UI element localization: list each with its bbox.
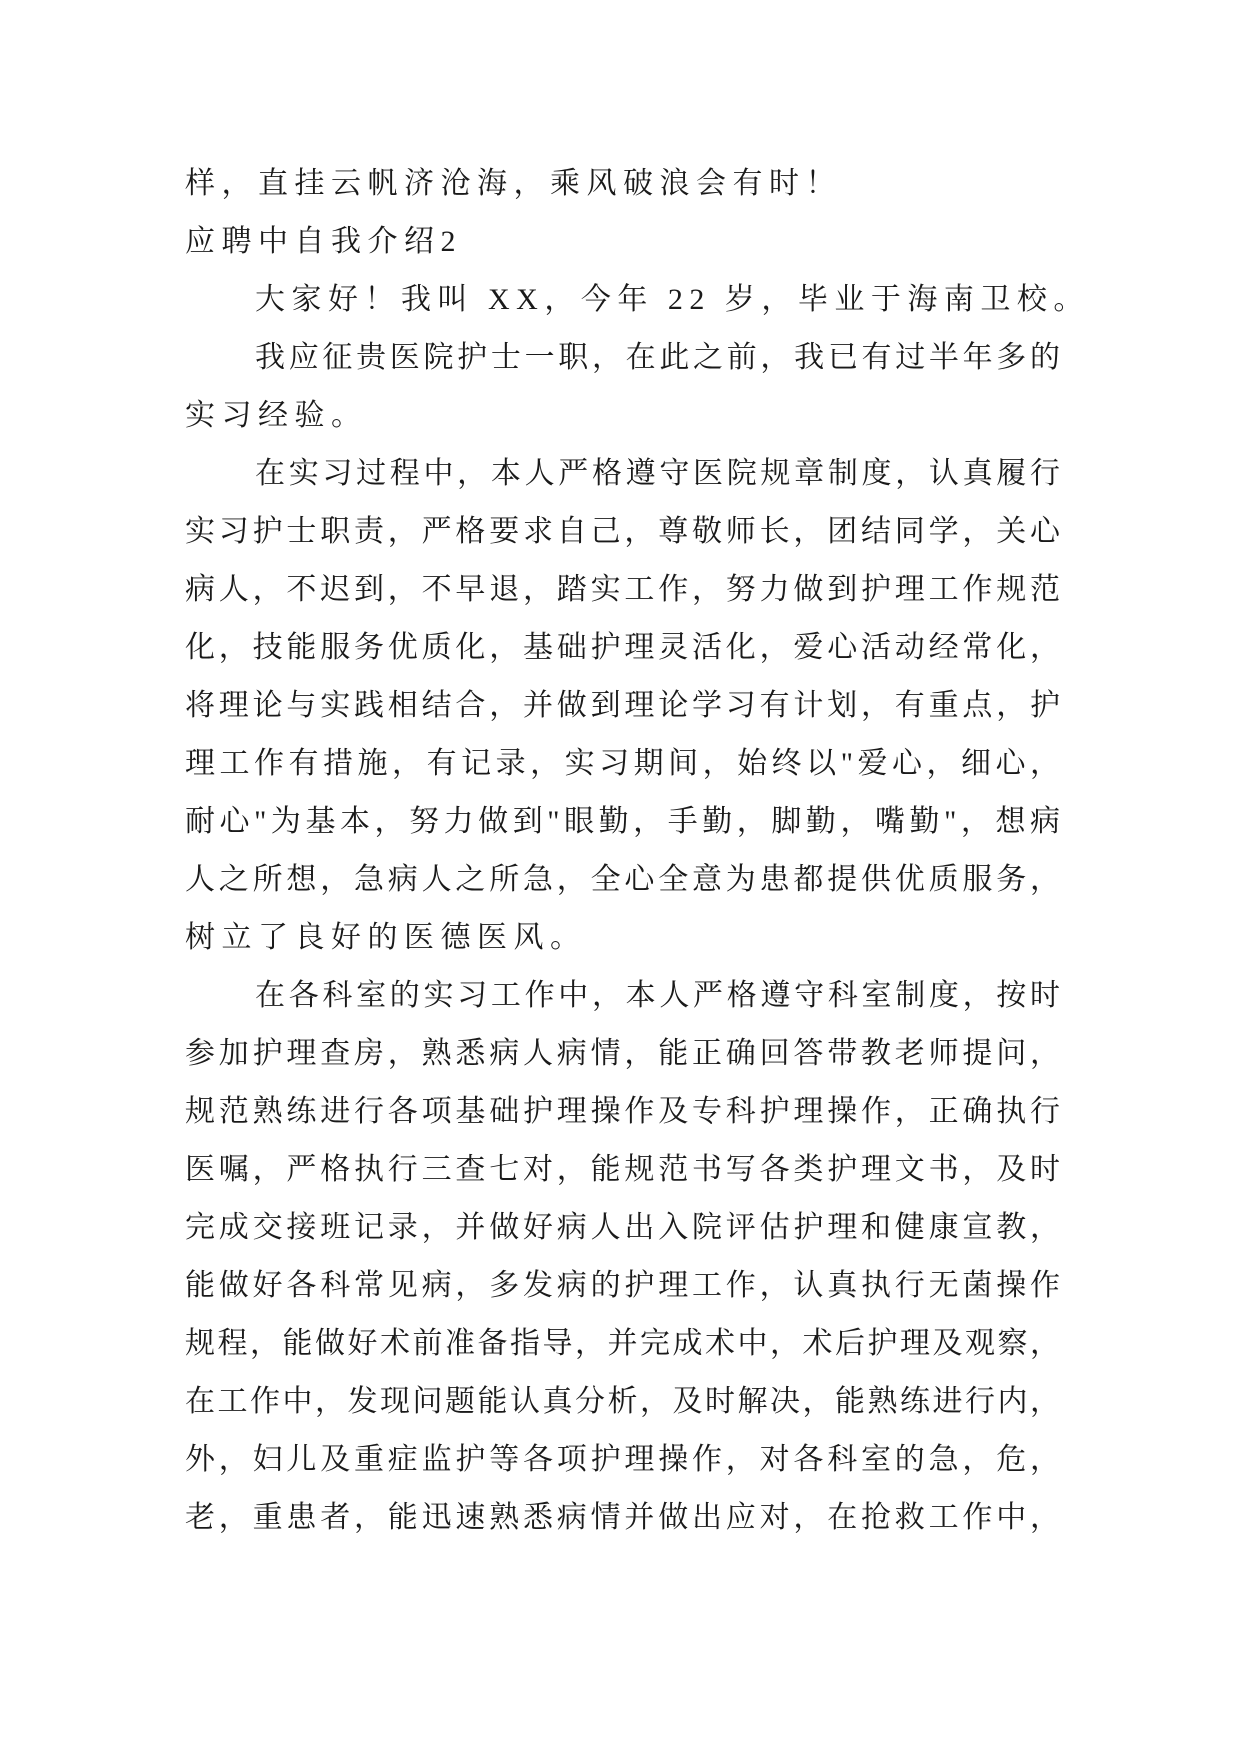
text-line: 人之所想，急病人之所急，全心全意为患都提供优质服务， — [185, 863, 1060, 896]
text-line: 外，妇儿及重症监护等各项护理操作，对各科室的急，危， — [185, 1443, 1060, 1476]
text-line: 实习经验。 — [185, 399, 368, 432]
text-line: 树立了良好的医德医风。 — [185, 921, 587, 954]
text-line: 理工作有措施，有记录，实习期间，始终以"爱心，细心， — [185, 747, 1060, 780]
text-line: 样，直挂云帆济沧海，乘风破浪会有时！ — [185, 167, 842, 200]
text-line: 病人，不迟到，不早退，踏实工作，努力做到护理工作规范 — [185, 573, 1060, 606]
text-line: 规程，能做好术前准备指导，并完成术中，术后护理及观察， — [185, 1327, 1060, 1360]
text-line: 完成交接班记录，并做好病人出入院评估护理和健康宣教， — [185, 1211, 1060, 1244]
text-line: 在工作中，发现问题能认真分析，及时解决，能熟练进行内， — [185, 1385, 1060, 1418]
document-body — [185, 155, 1090, 1547]
text-line: 大家好！我叫 XX，今年 22 岁，毕业于海南卫校。 — [255, 283, 1090, 316]
text-line: 耐心"为基本，努力做到"眼勤，手勤，脚勤，嘴勤"，想病 — [185, 805, 1060, 838]
text-line: 老，重患者，能迅速熟悉病情并做出应对，在抢救工作中， — [185, 1501, 1060, 1534]
text-line: 在实习过程中，本人严格遵守医院规章制度，认真履行 — [255, 457, 1060, 490]
text-line: 我应征贵医院护士一职，在此之前，我已有过半年多的 — [255, 341, 1060, 374]
text-line: 将理论与实践相结合，并做到理论学习有计划，有重点，护 — [185, 689, 1060, 722]
text-line: 规范熟练进行各项基础护理操作及专科护理操作，正确执行 — [185, 1095, 1060, 1128]
text-line: 实习护士职责，严格要求自己，尊敬师长，团结同学，关心 — [185, 515, 1060, 548]
text-line: 化，技能服务优质化，基础护理灵活化，爱心活动经常化， — [185, 631, 1060, 664]
text-line: 医嘱，严格执行三查七对，能规范书写各类护理文书，及时 — [185, 1153, 1060, 1186]
text-line: 在各科室的实习工作中，本人严格遵守科室制度，按时 — [255, 979, 1060, 1012]
text-line: 参加护理查房，熟悉病人病情，能正确回答带教老师提问， — [185, 1037, 1060, 1070]
text-line: 能做好各科常见病，多发病的护理工作，认真执行无菌操作 — [185, 1269, 1060, 1302]
text-line: 应聘中自我介绍2 — [185, 225, 462, 258]
